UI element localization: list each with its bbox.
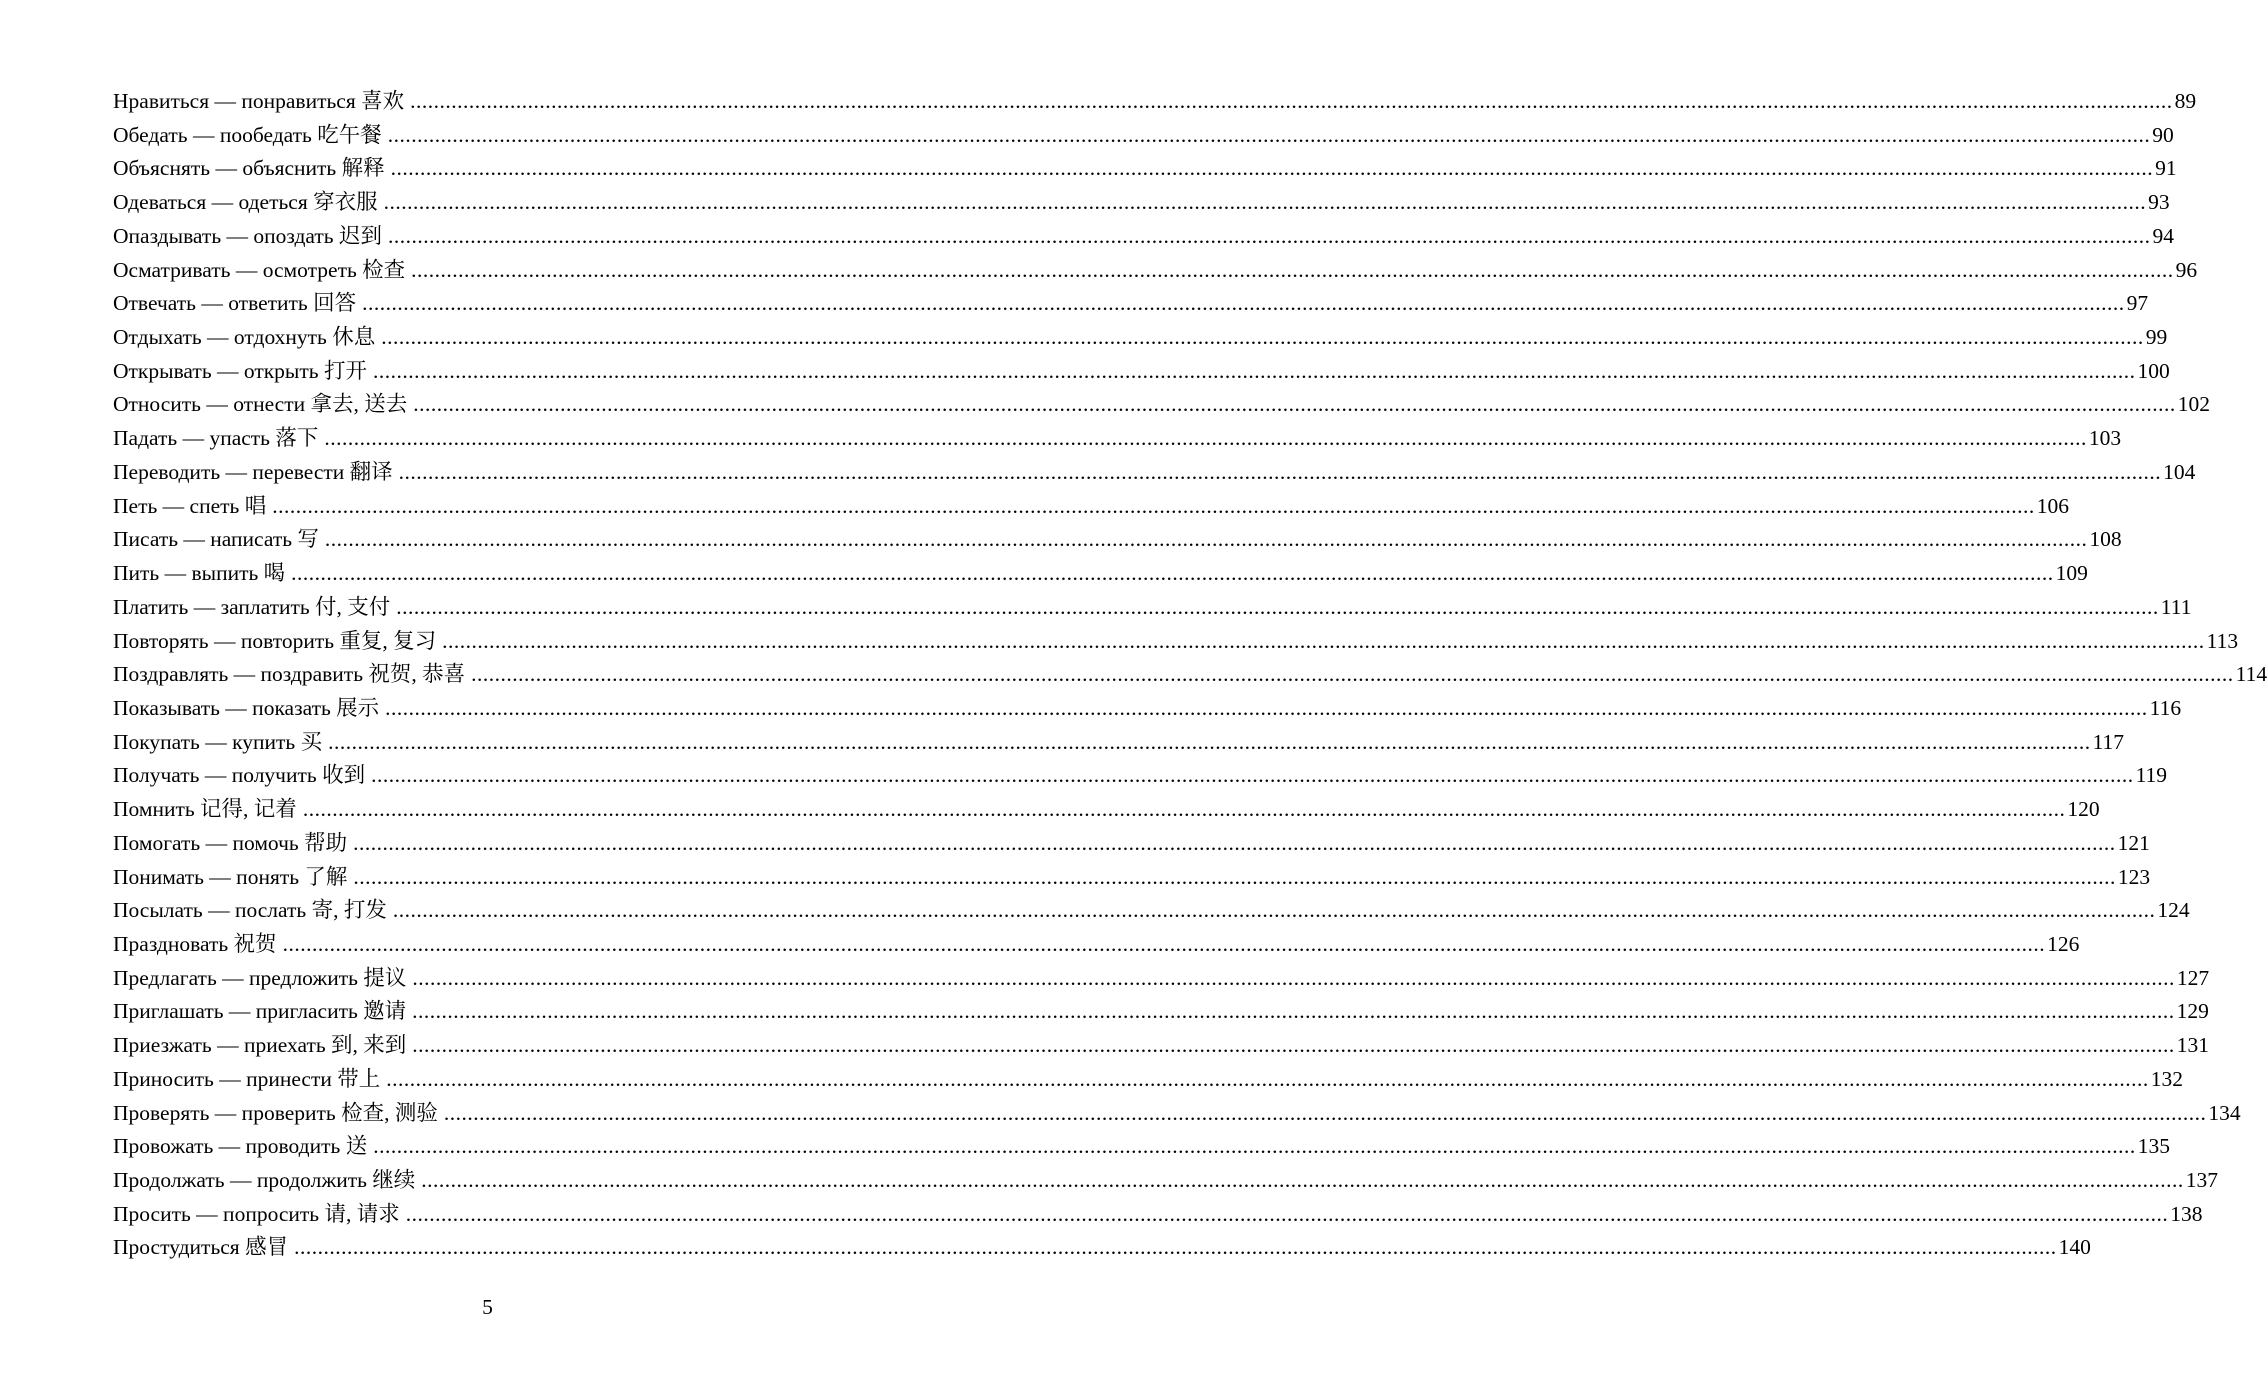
toc-entry[interactable] <box>113 220 2174 254</box>
toc-entry-title: Помогать — помочь 帮助 <box>113 830 348 855</box>
toc-entry-page-number: 111 <box>2160 594 2192 619</box>
toc-entry-leader-dots: ............................................................................................................................................................................................................................................................................................................ <box>405 1201 2169 1226</box>
toc-entry[interactable] <box>113 1164 2219 1198</box>
toc-entry-leader-dots: ............................................................................................................................................................................................................................................................................................................ <box>413 392 2176 417</box>
toc-entry-page-number: 135 <box>2137 1134 2170 1159</box>
toc-entry-leader-dots: ............................................................................................................................................................................................................................................................................................................ <box>386 1066 2149 1091</box>
toc-entry-leader-dots: ............................................................................................................................................................................................................................................................................................................ <box>411 257 2174 282</box>
toc-entry-page-number: 120 <box>2067 797 2100 822</box>
toc-entry-title: Открывать — открыть 打开 <box>113 358 367 383</box>
toc-entry-title: Отдыхать — отдохнуть 休息 <box>113 325 376 350</box>
toc-entry-title: Писать — написать 写 <box>113 527 319 552</box>
toc-entry-page-number: 91 <box>2155 156 2177 181</box>
toc-entry-title: Петь — спеть 唱 <box>113 493 267 518</box>
toc-entry-title: Падать — упасть 落下 <box>113 426 319 451</box>
toc-entry[interactable] <box>113 591 2192 625</box>
toc-entry[interactable] <box>113 152 2177 186</box>
toc-entry-page-number: 127 <box>2176 965 2210 990</box>
toc-entry-title: Приглашать — пригласить 邀请 <box>113 999 407 1024</box>
toc-entry-page-number: 97 <box>2126 291 2149 316</box>
toc-entry-page-number: 121 <box>2117 830 2150 855</box>
toc-entry-page-number: 114 <box>2235 662 2267 687</box>
toc-entry[interactable] <box>113 894 2190 928</box>
toc-entry[interactable] <box>113 186 2170 220</box>
toc-entry-page-number: 113 <box>2206 628 2239 653</box>
toc-entry-title: Опаздывать — опоздать 迟到 <box>113 223 382 248</box>
toc-entry[interactable] <box>113 1097 2241 1131</box>
toc-entry-title: Получать — получить 收到 <box>113 763 366 788</box>
toc-entry-page-number: 94 <box>2152 223 2174 248</box>
toc-entry[interactable] <box>113 422 2122 456</box>
toc-entry-page-number: 119 <box>2135 763 2168 788</box>
toc-entry[interactable] <box>113 1063 2183 1097</box>
toc-entry-title: Провожать — проводить 送 <box>113 1134 368 1159</box>
toc-entry-page-number: 116 <box>2149 695 2182 720</box>
toc-entry-leader-dots: ............................................................................................................................................................................................................................................................................................................ <box>398 459 2162 484</box>
toc-entry-page-number: 104 <box>2163 459 2196 484</box>
toc-entry[interactable] <box>113 962 2210 996</box>
toc-entry-leader-dots: ............................................................................................................................................................................................................................................................................................................ <box>372 358 2136 383</box>
toc-entry-title: Обедать — пообедать 吃午餐 <box>113 122 382 147</box>
toc-entry-title: Продолжать — продолжить 继续 <box>113 1168 416 1192</box>
toc-entry-leader-dots: ............................................................................................................................................................................................................................................................................................................ <box>371 763 2134 788</box>
toc-entry-page-number: 99 <box>2145 325 2168 350</box>
toc-entry-leader-dots: ............................................................................................................................................................................................................................................................................................................ <box>362 291 2125 316</box>
toc-entry-page-number: 103 <box>2088 426 2122 451</box>
toc-entry-title: Платить — заплатить 付, 支付 <box>113 594 391 619</box>
toc-entry[interactable] <box>113 523 2122 557</box>
toc-entry[interactable] <box>113 625 2239 659</box>
toc-entry-leader-dots: ............................................................................................................................................................................................................................................................................................................ <box>324 527 2088 552</box>
toc-entry-leader-dots: ............................................................................................................................................................................................................................................................................................................ <box>421 1168 2184 1192</box>
toc-entry-page-number: 126 <box>2047 931 2080 956</box>
toc-entry-leader-dots: ............................................................................................................................................................................................................................................................................................................ <box>324 426 2087 451</box>
toc-entry-page-number: 138 <box>2170 1201 2203 1226</box>
toc-entry-leader-dots: ............................................................................................................................................................................................................................................................................................................ <box>471 662 2234 687</box>
toc-entry-title: Покупать — купить 买 <box>113 729 323 754</box>
table-of-contents <box>113 85 2267 1265</box>
toc-entry-page-number: 89 <box>2174 89 2197 113</box>
toc-entry-title: Проверять — проверить 检查, 测验 <box>113 1100 438 1125</box>
toc-entry-leader-dots: ............................................................................................................................................................................................................................................................................................................ <box>353 830 2116 855</box>
toc-entry-title: Поздравлять — поздравить 祝贺, 恭喜 <box>113 662 466 687</box>
toc-entry-title: Переводить — перевести 翻译 <box>113 459 393 484</box>
toc-entry[interactable] <box>113 1130 2170 1164</box>
toc-entry-leader-dots: ............................................................................................................................................................................................................................................................................................................ <box>381 325 2144 350</box>
toc-entry[interactable] <box>113 119 2174 153</box>
toc-entry-leader-dots: ............................................................................................................................................................................................................................................................................................................ <box>272 493 2035 518</box>
toc-entry-leader-dots: ............................................................................................................................................................................................................................................................................................................ <box>412 999 2175 1024</box>
toc-entry-leader-dots: ............................................................................................................................................................................................................................................................................................................ <box>396 594 2159 619</box>
toc-entry-page-number: 123 <box>2117 864 2151 889</box>
toc-entry[interactable] <box>113 726 2125 760</box>
toc-entry-leader-dots: ............................................................................................................................................................................................................................................................................................................ <box>410 89 2173 113</box>
toc-entry-page-number: 108 <box>2089 527 2122 552</box>
toc-entry-leader-dots: ............................................................................................................................................................................................................................................................................................................ <box>443 1100 2207 1125</box>
toc-entry-page-number: 117 <box>2092 729 2125 754</box>
toc-entry[interactable] <box>113 1198 2203 1232</box>
toc-entry-title: Одеваться — одеться 穿衣服 <box>113 190 378 215</box>
toc-entry-page-number: 132 <box>2150 1066 2183 1091</box>
toc-entry-leader-dots: ............................................................................................................................................................................................................................................................................................................ <box>291 561 2054 586</box>
toc-entry-title: Показывать — показать 展示 <box>113 695 380 720</box>
toc-entry-page-number: 140 <box>2058 1235 2091 1260</box>
toc-entry[interactable] <box>113 490 2069 524</box>
toc-entry[interactable] <box>113 861 2151 895</box>
page-number: 5 <box>482 1295 493 1319</box>
toc-entry-leader-dots: ............................................................................................................................................................................................................................................................................................................ <box>387 122 2151 147</box>
toc-entry-leader-dots: ............................................................................................................................................................................................................................................................................................................ <box>353 864 2116 889</box>
toc-entry-leader-dots: ............................................................................................................................................................................................................................................................................................................ <box>385 695 2148 720</box>
toc-entry[interactable] <box>113 1029 2210 1063</box>
toc-entry[interactable] <box>113 928 2080 962</box>
toc-entry-title: Просить — попросить 请, 请求 <box>113 1201 400 1226</box>
toc-entry-page-number: 134 <box>2208 1100 2241 1125</box>
toc-entry-title: Помнить 记得, 记着 <box>113 797 297 822</box>
toc-entry[interactable] <box>113 557 2088 591</box>
toc-entry-title: Простудиться 感冒 <box>113 1235 289 1260</box>
toc-entry-leader-dots: ............................................................................................................................................................................................................................................................................................................ <box>383 190 2147 215</box>
toc-entry-title: Объяснять — объяснить 解释 <box>113 156 385 181</box>
toc-entry-leader-dots: ............................................................................................................................................................................................................................................................................................................ <box>328 729 2091 754</box>
toc-entry-title: Пить — выпить 喝 <box>113 561 286 586</box>
toc-entry[interactable] <box>113 388 2210 422</box>
toc-entry[interactable] <box>113 287 2149 321</box>
toc-entry-title: Предлагать — предложить 提议 <box>113 965 407 990</box>
toc-entry[interactable] <box>113 321 2168 355</box>
toc-entry-leader-dots: ............................................................................................................................................................................................................................................................................................................ <box>387 223 2151 248</box>
toc-entry-leader-dots: ............................................................................................................................................................................................................................................................................................................ <box>390 156 2154 181</box>
toc-entry[interactable] <box>113 85 2197 119</box>
toc-entry-title: Нравиться — понравиться 喜欢 <box>113 89 405 113</box>
toc-entry-title: Осматривать — осмотреть 检查 <box>113 257 406 282</box>
toc-entry-title: Приезжать — приехать 到, 来到 <box>113 1033 407 1058</box>
toc-entry-leader-dots: ............................................................................................................................................................................................................................................................................................................ <box>302 797 2066 822</box>
toc-entry-page-number: 93 <box>2148 190 2170 215</box>
toc-entry-title: Праздновать 祝贺 <box>113 931 277 956</box>
toc-entry[interactable] <box>113 456 2196 490</box>
toc-entry-page-number: 102 <box>2177 392 2210 417</box>
toc-entry-leader-dots: ............................................................................................................................................................................................................................................................................................................ <box>412 965 2175 990</box>
toc-entry-page-number: 137 <box>2185 1168 2219 1192</box>
toc-entry-leader-dots: ............................................................................................................................................................................................................................................................................................................ <box>294 1235 2057 1260</box>
toc-entry-page-number: 109 <box>2055 561 2088 586</box>
toc-entry-page-number: 100 <box>2137 358 2170 383</box>
toc-entry-title: Отвечать — ответить 回答 <box>113 291 357 316</box>
toc-entry[interactable] <box>113 827 2150 861</box>
toc-entry[interactable] <box>113 355 2170 389</box>
toc-entry-leader-dots: ............................................................................................................................................................................................................................................................................................................ <box>373 1134 2136 1159</box>
toc-entry[interactable] <box>113 658 2267 692</box>
toc-entry-leader-dots: ............................................................................................................................................................................................................................................................................................................ <box>442 628 2205 653</box>
toc-entry[interactable] <box>113 254 2198 288</box>
toc-entry-page-number: 129 <box>2176 999 2209 1024</box>
toc-entry[interactable] <box>113 692 2182 726</box>
toc-entry-leader-dots: ............................................................................................................................................................................................................................................................................................................ <box>412 1033 2175 1058</box>
toc-entry-leader-dots: ............................................................................................................................................................................................................................................................................................................ <box>392 898 2156 923</box>
toc-entry[interactable] <box>113 995 2209 1029</box>
toc-entry-title: Относить — отнести 拿去, 送去 <box>113 392 408 417</box>
toc-entry-page-number: 131 <box>2176 1033 2210 1058</box>
toc-entry-page-number: 96 <box>2175 257 2198 282</box>
toc-entry[interactable] <box>113 759 2168 793</box>
toc-entry-title: Приносить — принести 带上 <box>113 1066 381 1091</box>
toc-entry[interactable] <box>113 793 2100 827</box>
toc-entry-title: Посылать — послать 寄, 打发 <box>113 898 387 923</box>
toc-entry-title: Понимать — понять 了解 <box>113 864 348 889</box>
toc-entry-title: Повторять — повторить 重复, 复习 <box>113 628 437 653</box>
toc-entry-leader-dots: ............................................................................................................................................................................................................................................................................................................ <box>282 931 2046 956</box>
toc-entry[interactable] <box>113 1231 2091 1265</box>
toc-entry-page-number: 106 <box>2036 493 2069 518</box>
toc-entry-page-number: 124 <box>2157 898 2190 923</box>
toc-entry-page-number: 90 <box>2152 122 2174 147</box>
